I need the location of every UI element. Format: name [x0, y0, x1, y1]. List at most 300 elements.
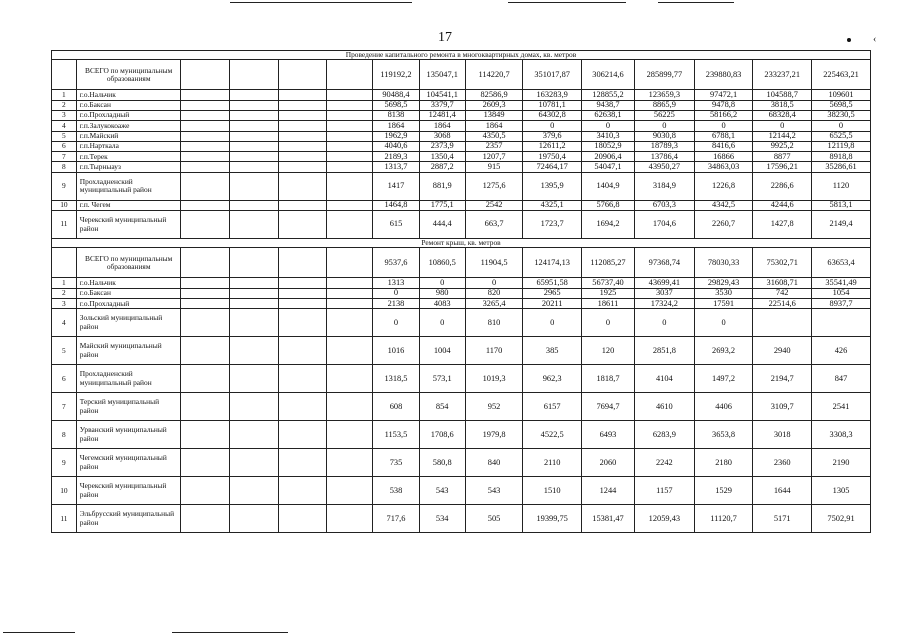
row-name-cell: г.п. Чегем [76, 200, 180, 210]
empty-cell [230, 90, 278, 100]
value-cell: 18611 [581, 299, 634, 309]
value-cell: 3037 [634, 288, 694, 298]
value-cell: 538 [373, 477, 419, 505]
value-cell: 1775,1 [419, 200, 465, 210]
empty-cell [230, 393, 278, 421]
value-cell: 980 [419, 288, 465, 298]
value-cell: 19399,75 [523, 505, 582, 533]
value-cell: 881,9 [419, 172, 465, 200]
value-cell: 1979,8 [465, 421, 523, 449]
empty-cell [278, 299, 326, 309]
value-cell: 1404,9 [581, 172, 634, 200]
value-cell: 3018 [753, 421, 812, 449]
value-cell [753, 309, 812, 337]
value-cell: 82586,9 [465, 90, 523, 100]
empty-cell [230, 60, 278, 90]
value-cell: 534 [419, 505, 465, 533]
value-cell: 120 [581, 337, 634, 365]
value-cell: 2149,4 [812, 211, 871, 239]
table-row [52, 299, 871, 309]
value-cell: 56225 [634, 111, 694, 121]
value-cell: 1313 [373, 278, 419, 288]
value-cell [812, 309, 871, 337]
table-body [52, 51, 871, 533]
value-cell: 3410,3 [581, 131, 634, 141]
value-cell: 225463,21 [812, 60, 871, 90]
value-cell: 8918,8 [812, 152, 871, 162]
value-cell: 4325,1 [523, 200, 582, 210]
empty-cell [327, 393, 373, 421]
value-cell: 1226,8 [694, 172, 753, 200]
value-cell: 2940 [753, 337, 812, 365]
empty-cell [180, 248, 230, 278]
table-row [52, 365, 871, 393]
table-row [52, 393, 871, 421]
value-cell: 35286,61 [812, 162, 871, 172]
table-row [52, 152, 871, 162]
value-cell: 0 [523, 309, 582, 337]
value-cell: 5698,5 [373, 100, 419, 110]
value-cell: 1694,2 [581, 211, 634, 239]
value-cell: 78030,33 [694, 248, 753, 278]
row-name-cell: Терский муниципальный район [76, 393, 180, 421]
value-cell: 663,7 [465, 211, 523, 239]
table-row [52, 200, 871, 210]
empty-cell [180, 131, 230, 141]
value-cell: 2180 [694, 449, 753, 477]
value-cell: 4040,6 [373, 141, 419, 151]
empty-cell [327, 172, 373, 200]
empty-cell [278, 60, 326, 90]
value-cell: 1318,5 [373, 365, 419, 393]
empty-cell [230, 278, 278, 288]
value-cell: 1313,7 [373, 162, 419, 172]
empty-cell [278, 172, 326, 200]
table-row [52, 421, 871, 449]
value-cell: 1244 [581, 477, 634, 505]
empty-cell [278, 152, 326, 162]
value-cell: 9030,8 [634, 131, 694, 141]
row-name-cell: г.п.Нарткала [76, 141, 180, 151]
empty-cell [180, 278, 230, 288]
value-cell: 31608,71 [753, 278, 812, 288]
value-cell: 5813,1 [812, 200, 871, 210]
value-cell: 75302,71 [753, 248, 812, 278]
value-cell: 233237,21 [753, 60, 812, 90]
value-cell: 9438,7 [581, 100, 634, 110]
empty-cell [278, 100, 326, 110]
value-cell: 1497,2 [694, 365, 753, 393]
row-number-cell: 4 [52, 309, 77, 337]
value-cell: 2965 [523, 288, 582, 298]
value-cell: 11120,7 [694, 505, 753, 533]
value-cell: 18052,9 [581, 141, 634, 151]
bottom-rule [172, 632, 288, 633]
value-cell: 135047,1 [419, 60, 465, 90]
row-number-cell: 6 [52, 141, 77, 151]
empty-cell [327, 477, 373, 505]
value-cell: 8416,6 [694, 141, 753, 151]
value-cell: 0 [634, 121, 694, 131]
empty-cell [327, 365, 373, 393]
empty-cell [180, 111, 230, 121]
value-cell: 1704,6 [634, 211, 694, 239]
value-cell: 0 [581, 309, 634, 337]
value-cell: 847 [812, 365, 871, 393]
empty-cell [180, 121, 230, 131]
value-cell: 58166,2 [694, 111, 753, 121]
value-cell: 0 [812, 121, 871, 131]
empty-cell [180, 477, 230, 505]
value-cell: 104541,1 [419, 90, 465, 100]
value-cell: 109601 [812, 90, 871, 100]
empty-cell [327, 211, 373, 239]
value-cell: 2260,7 [694, 211, 753, 239]
value-cell: 10781,1 [523, 100, 582, 110]
value-cell: 962,3 [523, 365, 582, 393]
empty-cell [278, 200, 326, 210]
value-cell: 72464,17 [523, 162, 582, 172]
value-cell: 43699,41 [634, 278, 694, 288]
value-cell: 7694,7 [581, 393, 634, 421]
value-cell: 505 [465, 505, 523, 533]
value-cell: 12144,2 [753, 131, 812, 141]
scan-mark [847, 38, 851, 42]
row-number-cell: 8 [52, 421, 77, 449]
value-cell: 64302,8 [523, 111, 582, 121]
empty-cell [327, 248, 373, 278]
value-cell: 952 [465, 393, 523, 421]
row-number-cell: 2 [52, 100, 77, 110]
value-cell: 3653,8 [694, 421, 753, 449]
value-cell: 11904,5 [465, 248, 523, 278]
value-cell: 13849 [465, 111, 523, 121]
value-cell: 0 [753, 121, 812, 131]
empty-cell [278, 288, 326, 298]
row-number-cell: 5 [52, 337, 77, 365]
value-cell: 4342,5 [694, 200, 753, 210]
empty-cell [278, 477, 326, 505]
value-cell: 7502,91 [812, 505, 871, 533]
row-number-cell: 9 [52, 449, 77, 477]
empty-cell [180, 365, 230, 393]
value-cell: 0 [419, 278, 465, 288]
row-number-cell: 5 [52, 131, 77, 141]
table-row [52, 288, 871, 298]
value-cell: 1170 [465, 337, 523, 365]
value-cell: 17591 [694, 299, 753, 309]
row-number-cell: 11 [52, 505, 77, 533]
empty-cell [180, 309, 230, 337]
value-cell: 608 [373, 393, 419, 421]
empty-cell [327, 278, 373, 288]
empty-cell [230, 121, 278, 131]
empty-cell [180, 152, 230, 162]
empty-cell [327, 162, 373, 172]
empty-cell [180, 288, 230, 298]
value-cell: 2242 [634, 449, 694, 477]
value-cell: 2373,9 [419, 141, 465, 151]
empty-cell [278, 131, 326, 141]
value-cell: 65951,58 [523, 278, 582, 288]
value-cell: 573,1 [419, 365, 465, 393]
empty-cell [278, 248, 326, 278]
table-row [52, 100, 871, 110]
empty-cell [230, 211, 278, 239]
empty-cell [180, 211, 230, 239]
value-cell: 0 [465, 278, 523, 288]
value-cell: 1864 [419, 121, 465, 131]
value-cell: 4350,5 [465, 131, 523, 141]
empty-cell [327, 337, 373, 365]
top-rule [658, 2, 734, 3]
value-cell: 543 [419, 477, 465, 505]
empty-cell [180, 60, 230, 90]
value-cell: 4083 [419, 299, 465, 309]
row-number-cell: 3 [52, 111, 77, 121]
empty-cell [278, 449, 326, 477]
empty-cell [230, 172, 278, 200]
empty-cell [278, 421, 326, 449]
empty-cell [278, 211, 326, 239]
value-cell: 1019,3 [465, 365, 523, 393]
empty-cell [230, 421, 278, 449]
value-cell: 820 [465, 288, 523, 298]
value-cell: 717,6 [373, 505, 419, 533]
value-cell: 20211 [523, 299, 582, 309]
empty-cell [180, 505, 230, 533]
value-cell: 8865,9 [634, 100, 694, 110]
value-cell: 10860,5 [419, 248, 465, 278]
value-cell: 1510 [523, 477, 582, 505]
value-cell: 19750,4 [523, 152, 582, 162]
value-cell: 68328,4 [753, 111, 812, 121]
empty-cell [327, 421, 373, 449]
value-cell: 0 [581, 121, 634, 131]
value-cell: 17596,21 [753, 162, 812, 172]
value-cell: 1864 [465, 121, 523, 131]
value-cell: 1864 [373, 121, 419, 131]
empty-cell [230, 141, 278, 151]
value-cell: 54047,1 [581, 162, 634, 172]
empty-cell [278, 393, 326, 421]
empty-cell [278, 121, 326, 131]
value-cell: 38230,5 [812, 111, 871, 121]
section-title: Ремонт крыш, кв. метров [52, 239, 871, 248]
value-cell: 3184,9 [634, 172, 694, 200]
empty-cell [230, 111, 278, 121]
value-cell: 12611,2 [523, 141, 582, 151]
row-name-cell: Зольский муниципальный район [76, 309, 180, 337]
row-name-cell: Прохладненский муниципальный район [76, 365, 180, 393]
table-row [52, 309, 871, 337]
value-cell: 12059,43 [634, 505, 694, 533]
row-name-cell: Эльбрусский муниципальный район [76, 505, 180, 533]
row-name-cell: г.о.Прохладный [76, 299, 180, 309]
table-row [52, 90, 871, 100]
value-cell: 0 [694, 121, 753, 131]
value-cell: 1054 [812, 288, 871, 298]
empty-cell [180, 100, 230, 110]
value-cell: 580,8 [419, 449, 465, 477]
value-cell: 3308,3 [812, 421, 871, 449]
table-row [52, 141, 871, 151]
top-rule [508, 2, 626, 3]
empty-cell [327, 309, 373, 337]
empty-cell [327, 449, 373, 477]
table-row [52, 449, 871, 477]
empty-cell [278, 278, 326, 288]
empty-cell [327, 200, 373, 210]
value-cell: 8138 [373, 111, 419, 121]
empty-cell [230, 131, 278, 141]
value-cell: 1417 [373, 172, 419, 200]
value-cell: 2286,6 [753, 172, 812, 200]
value-cell: 6157 [523, 393, 582, 421]
row-number-cell: 6 [52, 365, 77, 393]
empty-cell [230, 162, 278, 172]
row-number-cell: 1 [52, 278, 77, 288]
value-cell: 1157 [634, 477, 694, 505]
value-cell: 1153,5 [373, 421, 419, 449]
value-cell: 3818,5 [753, 100, 812, 110]
empty-cell [230, 100, 278, 110]
empty-cell [327, 288, 373, 298]
scan-mark: ‹ [873, 34, 877, 45]
table-row [52, 278, 871, 288]
table-row [52, 248, 871, 278]
row-number-cell: 3 [52, 299, 77, 309]
row-name-cell: г.п.Тырныауз [76, 162, 180, 172]
value-cell: 379,6 [523, 131, 582, 141]
row-name-cell: г.о.Баксан [76, 288, 180, 298]
empty-cell [230, 505, 278, 533]
row-name-cell: Чегемский муниципальный район [76, 449, 180, 477]
empty-cell [327, 60, 373, 90]
empty-cell [278, 162, 326, 172]
value-cell: 2189,3 [373, 152, 419, 162]
value-cell: 2851,8 [634, 337, 694, 365]
empty-cell [230, 152, 278, 162]
section-title: Проведение капитального ремонта в многоквартирных домах, кв. метров [52, 51, 871, 60]
value-cell: 239880,83 [694, 60, 753, 90]
empty-cell [278, 90, 326, 100]
row-name-cell: Черекский муниципальный район [76, 477, 180, 505]
table-row [52, 121, 871, 131]
row-number-cell: 11 [52, 211, 77, 239]
row-name-cell: г.о.Нальчик [76, 90, 180, 100]
value-cell: 9478,8 [694, 100, 753, 110]
value-cell: 2693,2 [694, 337, 753, 365]
value-cell: 8937,7 [812, 299, 871, 309]
value-cell: 15381,47 [581, 505, 634, 533]
bottom-rule [3, 632, 75, 633]
value-cell: 43950,27 [634, 162, 694, 172]
row-name-cell: Урванский муниципальный район [76, 421, 180, 449]
value-cell: 1962,9 [373, 131, 419, 141]
value-cell: 123659,3 [634, 90, 694, 100]
empty-cell [278, 141, 326, 151]
value-cell: 6493 [581, 421, 634, 449]
value-cell: 9537,6 [373, 248, 419, 278]
value-cell: 56737,40 [581, 278, 634, 288]
row-name-cell: г.п.Майский [76, 131, 180, 141]
value-cell: 1427,8 [753, 211, 812, 239]
empty-cell [180, 200, 230, 210]
row-number-cell: 4 [52, 121, 77, 131]
empty-cell [230, 288, 278, 298]
value-cell: 5171 [753, 505, 812, 533]
value-cell: 29829,43 [694, 278, 753, 288]
value-cell: 90488,4 [373, 90, 419, 100]
value-cell: 22514,6 [753, 299, 812, 309]
empty-cell [230, 309, 278, 337]
value-cell: 385 [523, 337, 582, 365]
value-cell: 4406 [694, 393, 753, 421]
value-cell: 543 [465, 477, 523, 505]
value-cell: 5766,8 [581, 200, 634, 210]
value-cell: 97368,74 [634, 248, 694, 278]
empty-cell [230, 477, 278, 505]
value-cell: 1723,7 [523, 211, 582, 239]
value-cell: 4104 [634, 365, 694, 393]
row-number-cell: 1 [52, 90, 77, 100]
empty-cell [327, 505, 373, 533]
value-cell: 854 [419, 393, 465, 421]
value-cell: 2542 [465, 200, 523, 210]
value-cell: 20906,4 [581, 152, 634, 162]
empty-cell [180, 393, 230, 421]
value-cell: 6703,3 [634, 200, 694, 210]
empty-cell [278, 309, 326, 337]
row-number-cell: 9 [52, 172, 77, 200]
empty-cell [278, 111, 326, 121]
value-cell: 12119,8 [812, 141, 871, 151]
table-row [52, 505, 871, 533]
value-cell: 615 [373, 211, 419, 239]
table-row [52, 131, 871, 141]
value-cell: 9925,2 [753, 141, 812, 151]
value-cell: 1275,6 [465, 172, 523, 200]
value-cell: 3265,4 [465, 299, 523, 309]
value-cell: 742 [753, 288, 812, 298]
empty-cell [180, 162, 230, 172]
value-cell: 2138 [373, 299, 419, 309]
value-cell: 444,4 [419, 211, 465, 239]
value-cell: 124174,13 [523, 248, 582, 278]
empty-cell [180, 337, 230, 365]
table-row [52, 172, 871, 200]
value-cell: 6788,1 [694, 131, 753, 141]
row-name-cell: ВСЕГО по муниципальным образованиям [76, 248, 180, 278]
value-cell: 306214,6 [581, 60, 634, 90]
value-cell: 163283,9 [523, 90, 582, 100]
row-name-cell: г.о.Баксан [76, 100, 180, 110]
row-name-cell: Черекский муниципальный район [76, 211, 180, 239]
empty-cell [230, 449, 278, 477]
value-cell: 1464,8 [373, 200, 419, 210]
empty-cell [327, 121, 373, 131]
empty-cell [230, 248, 278, 278]
value-cell: 1350,4 [419, 152, 465, 162]
table-row [52, 111, 871, 121]
value-cell: 8877 [753, 152, 812, 162]
value-cell: 17324,2 [634, 299, 694, 309]
empty-cell [327, 141, 373, 151]
row-number-cell: 8 [52, 162, 77, 172]
value-cell: 4610 [634, 393, 694, 421]
row-name-cell: Прохладненский муниципальный район [76, 172, 180, 200]
